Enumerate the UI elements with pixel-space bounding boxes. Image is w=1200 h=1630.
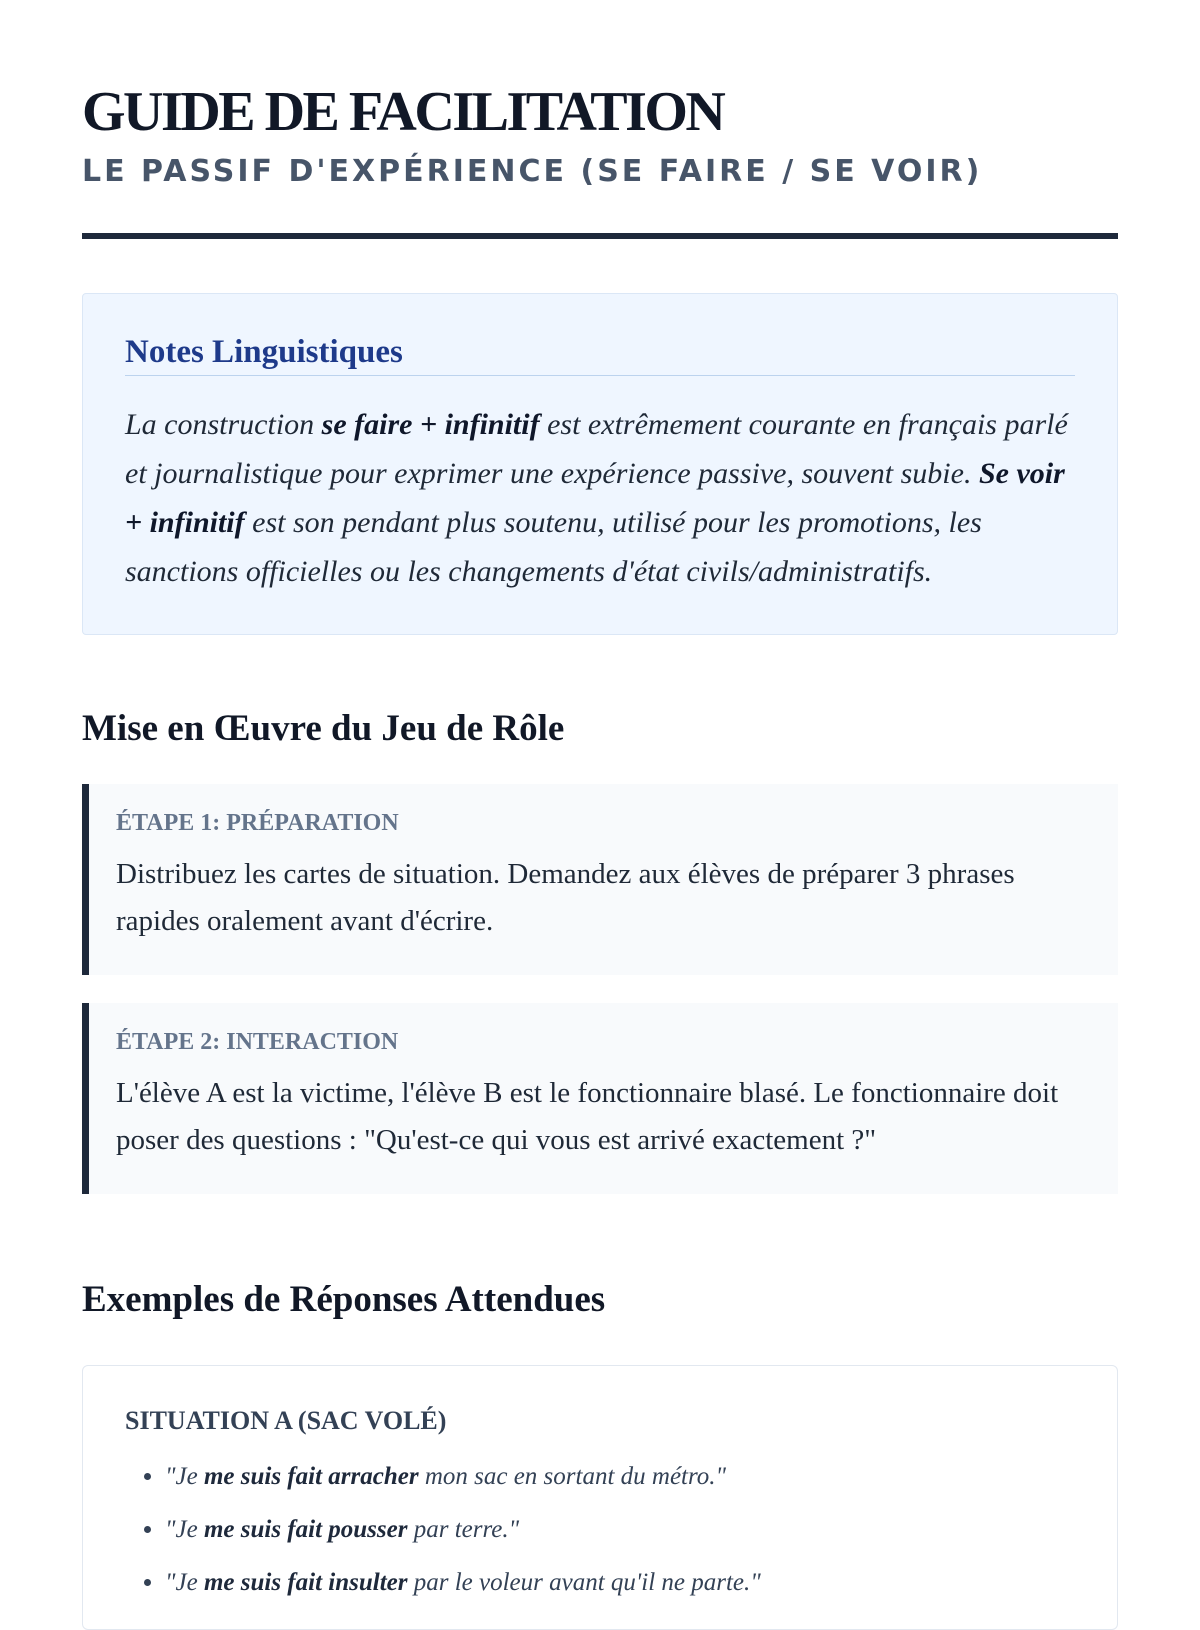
notes-box: [82, 293, 1118, 635]
example-list: [125, 1450, 1075, 1609]
examples-card: [82, 1365, 1118, 1630]
example-verb: me suis fait arracher: [203, 1463, 419, 1491]
example-text: mon sac en sortant du métro.": [418, 1463, 727, 1491]
list-item: [165, 1503, 1075, 1556]
example-text: "Je: [165, 1516, 204, 1544]
example-verb: me suis fait pousser: [203, 1516, 408, 1544]
notes-text-3: est son pendant plus soutenu, utilisé pour les promotions, les sanctions officielles ou les changements d'état civils/administratifs.: [125, 506, 982, 589]
step-text: L'élève A est la victime, l'élève B est le fonctionnaire blasé. Le fonctionnaire doit poser des questions : "Qu'est-ce qui vous est arrivé exactement ?": [116, 1077, 1059, 1157]
notes-text-1: La construction: [125, 408, 322, 442]
page-title: GUIDE DE FACILITATION: [82, 81, 724, 143]
page-subtitle: LE PASSIF D'EXPÉRIENCE (SE FAIRE / SE VOIR): [82, 154, 983, 190]
situation-title: SITUATION A (SAC VOLÉ): [125, 1406, 447, 1436]
notes-text-2: est extrêmement courante en français parlé et journalistique pour exprimer une expérience passive, souvent subie.: [125, 408, 1068, 491]
step-label: ÉTAPE 1: PRÉPARATION: [116, 810, 399, 837]
notes-term-se-voir: Se voir + infinitif: [125, 457, 1065, 540]
list-item: [165, 1450, 1075, 1503]
notes-title: Notes Linguistiques: [125, 334, 1075, 376]
list-item: [165, 1556, 1075, 1609]
examples-heading: Exemples de Réponses Attendues: [82, 1279, 606, 1321]
roleplay-heading: Mise en Œuvre du Jeu de Rôle: [82, 708, 565, 750]
example-verb: me suis fait insulter: [203, 1569, 408, 1597]
title-divider: [82, 233, 1118, 239]
example-text: par le voleur avant qu'il ne parte.": [407, 1569, 761, 1597]
example-text: par terre.": [407, 1516, 520, 1544]
step-card-interaction: [82, 1003, 1118, 1194]
notes-body: [125, 400, 1075, 596]
step-label: ÉTAPE 2: INTERACTION: [116, 1029, 399, 1056]
example-text: "Je: [165, 1569, 204, 1597]
step-text: Distribuez les cartes de situation. Demandez aux élèves de préparer 3 phrases rapides oralement avant d'écrire.: [116, 858, 1015, 938]
example-text: "Je: [165, 1463, 204, 1491]
step-card-preparation: [82, 784, 1118, 975]
notes-term-se-faire: se faire + infinitif: [321, 408, 540, 442]
